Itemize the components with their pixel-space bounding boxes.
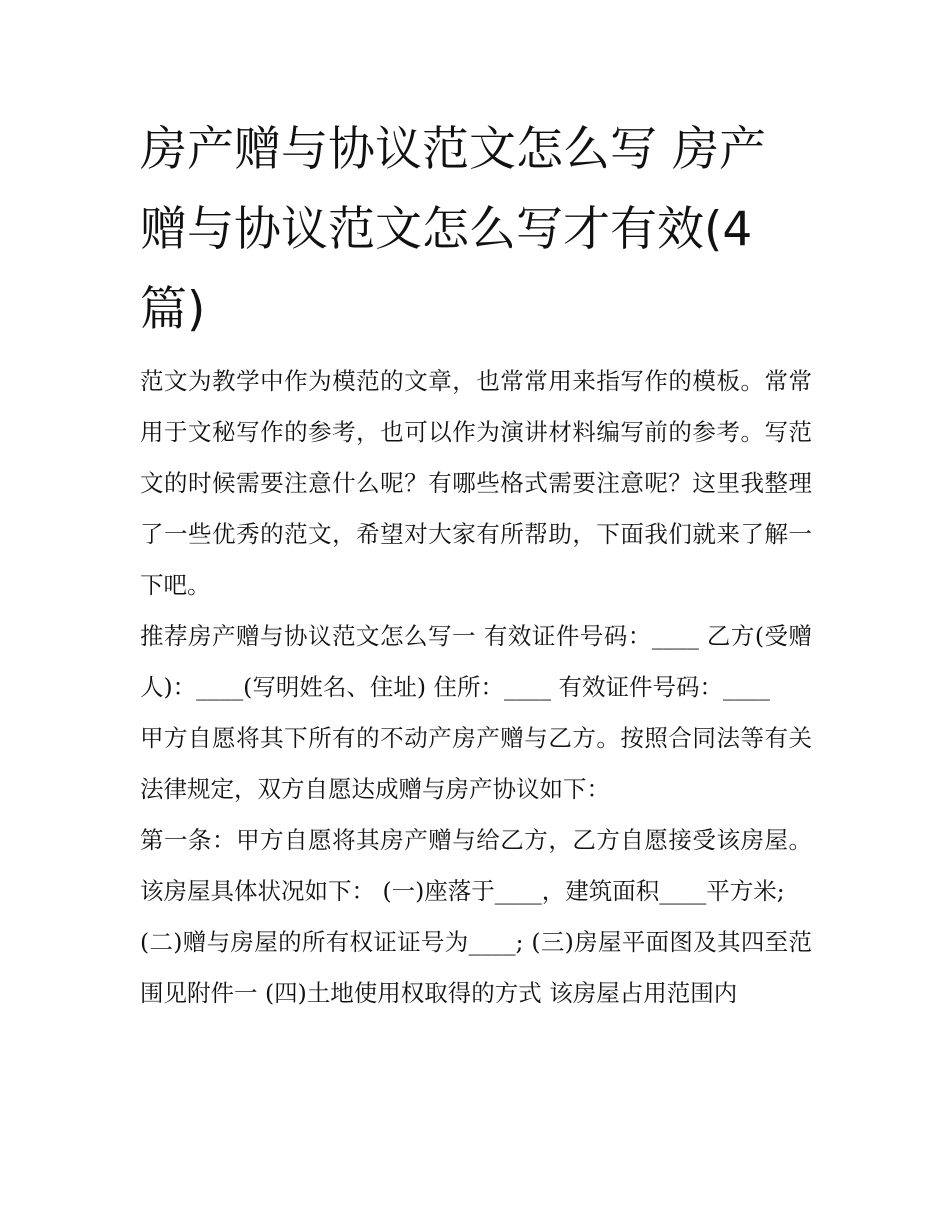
document-title: 房产赠与协议范文怎么写 房产赠与协议范文怎么写才有效(4篇) — [140, 122, 766, 337]
paragraph-parties: 推荐房产赠与协议范文怎么写一 有效证件号码：____ 乙方(受赠人)：____(写明姓名、住址) 住所：____ 有效证件号码：____ — [140, 622, 812, 701]
paragraph-property-details: (二)赠与房屋的所有权证证号为____; (三)房屋平面图及其四至范围见附件一 (四)土地使用权取得的方式 该房屋占用范围内 — [140, 928, 812, 1007]
paragraph-article-one: 第一条：甲方自愿将其房产赠与给乙方，乙方自愿接受该房屋。该房屋具体状况如下： (一)座落于____，建筑面积____平方米; — [140, 826, 812, 905]
document-page — [140, 110, 812, 1019]
paragraph-intro: 范文为教学中作为模范的文章，也常常用来指写作的模板。常常用于文秘写作的参考，也可以作为演讲材料编写前的参考。写范文的时候需要注意什么呢？有哪些格式需要注意呢？这里我整理了一些优秀的范文，希望对大家有所帮助，下面我们就来了解一下吧。 — [140, 367, 812, 599]
paragraph-agreement: 甲方自愿将其下所有的不动产房产赠与乙方。按照合同法等有关法律规定，双方自愿达成赠与房产协议如下： — [140, 724, 812, 803]
